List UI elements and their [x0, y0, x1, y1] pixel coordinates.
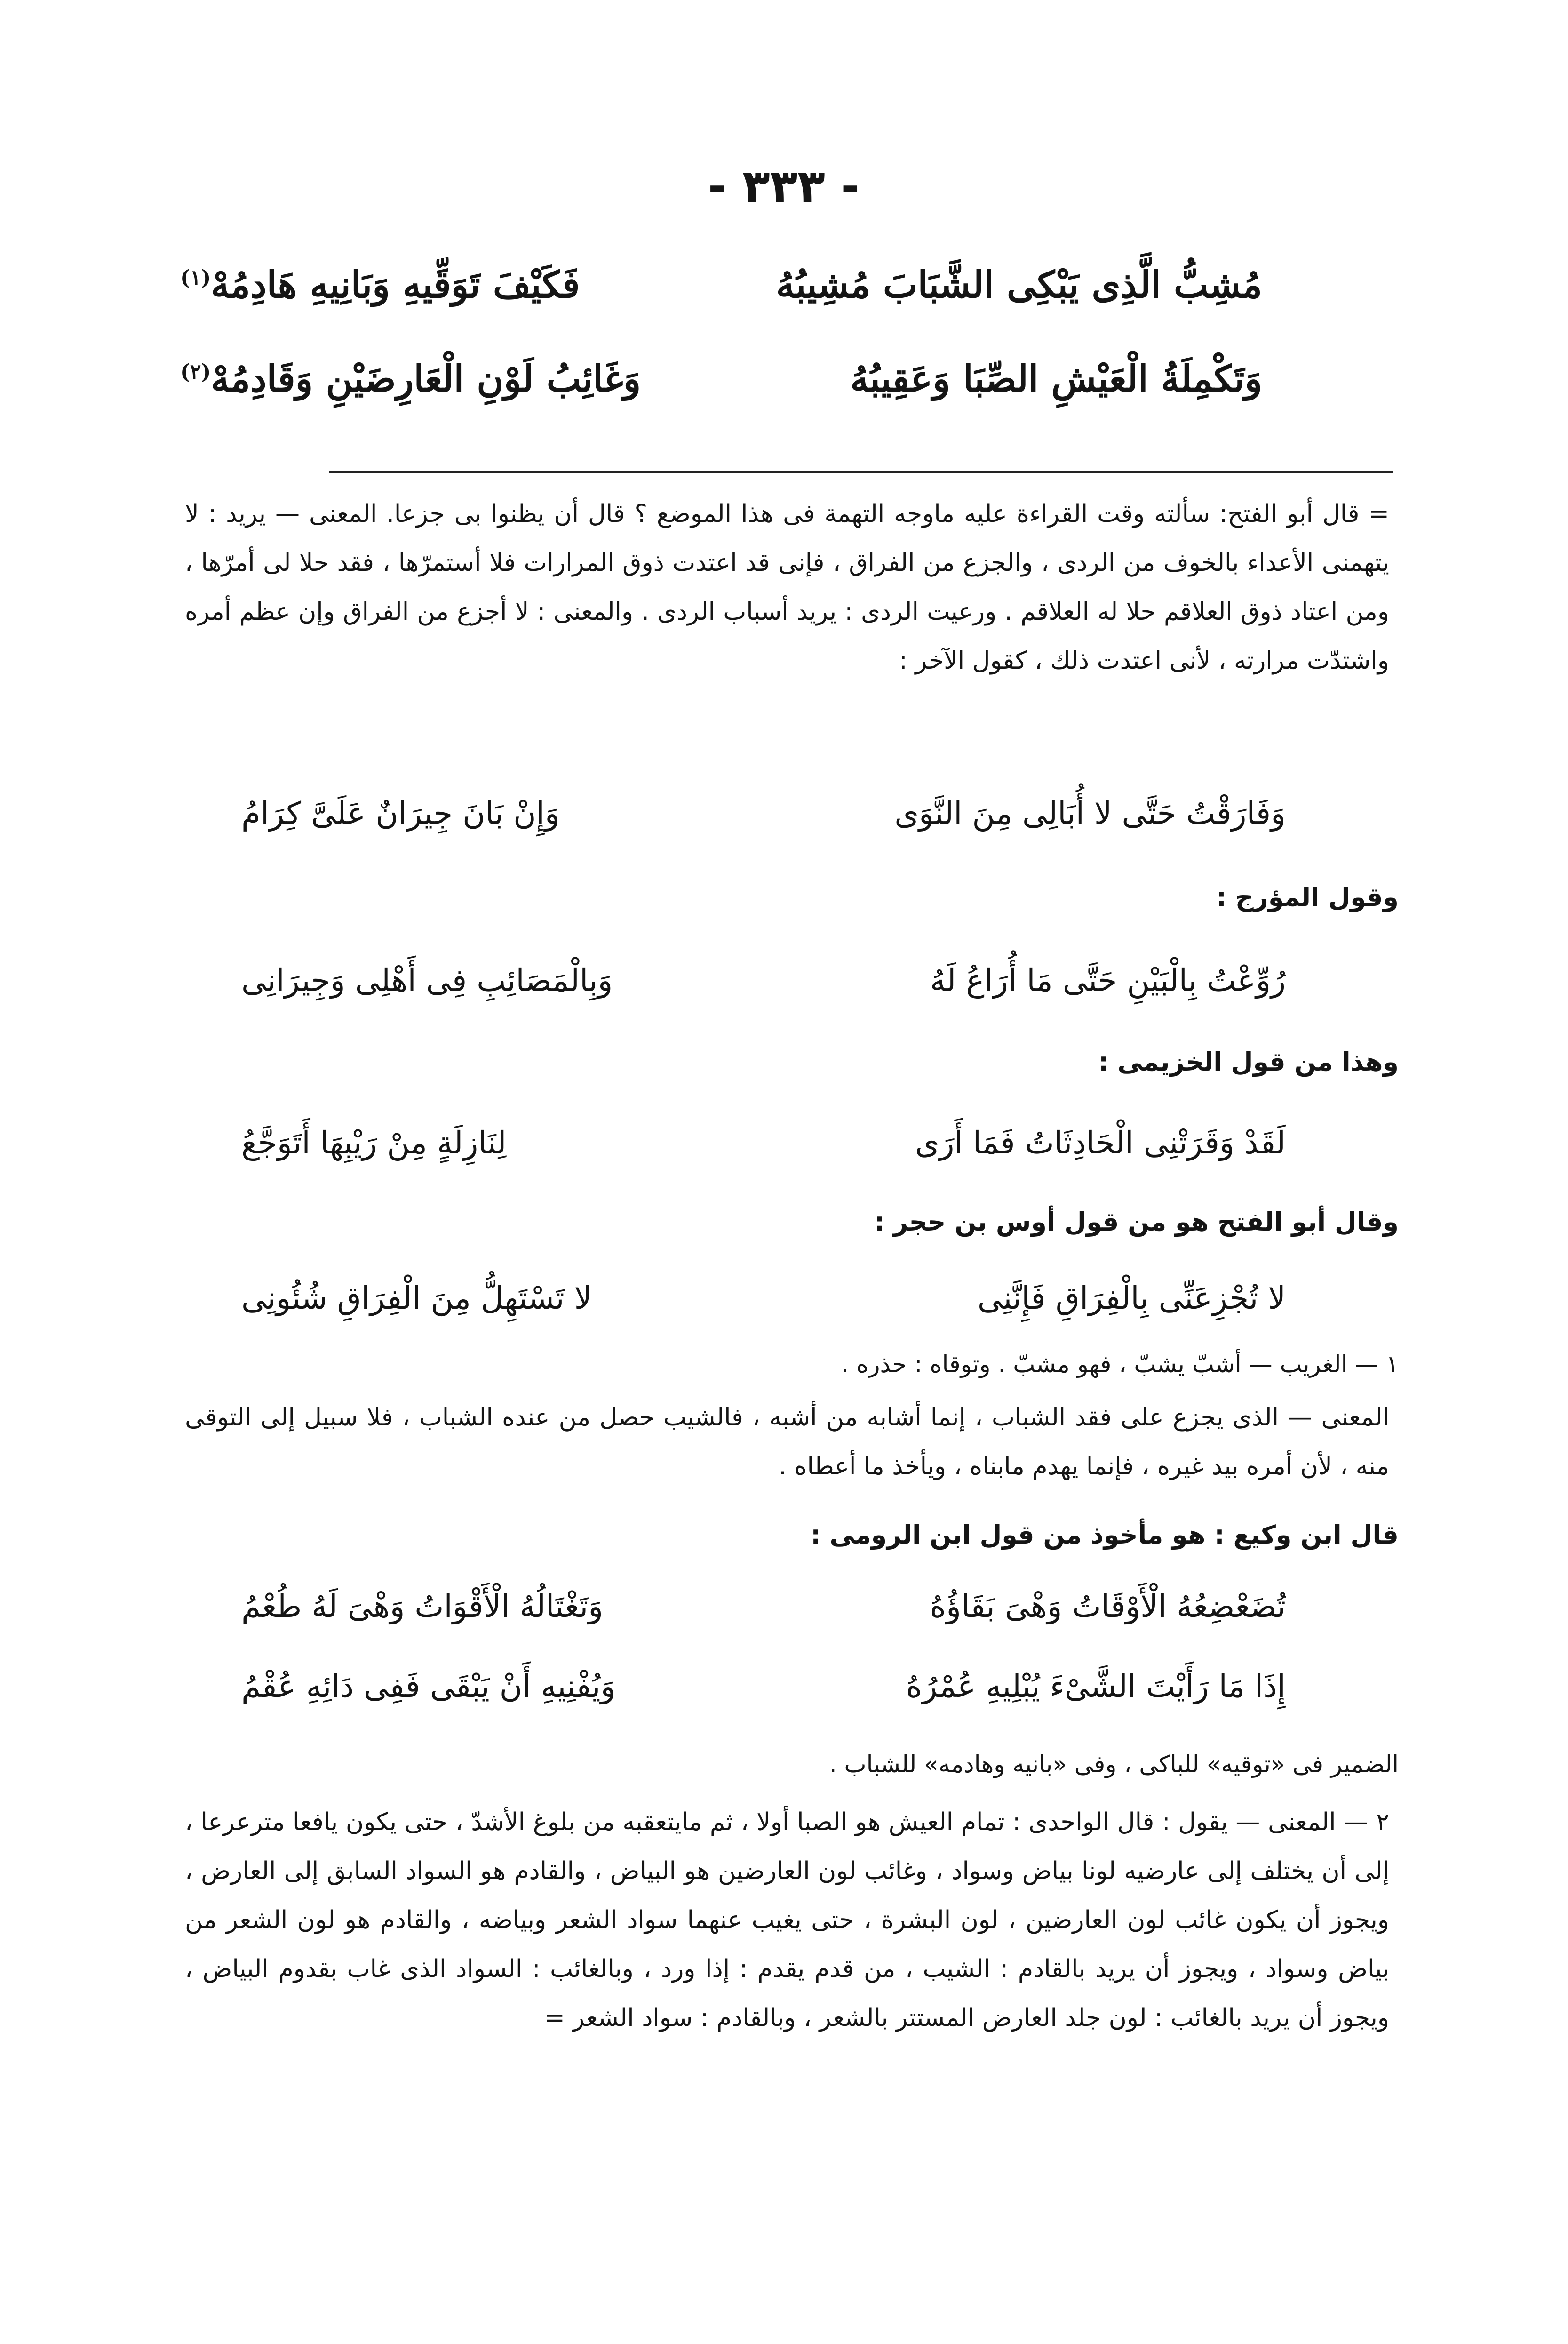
quote-verse-1-first-hemistich: وَفَارَقْتُ حَتَّى لا أُبَالِى مِنَ النَّوَى [894, 795, 1286, 832]
main-verse-1-second-hemistich [180, 264, 707, 306]
footnote-1-gloss: ١ — الغريب — أشبّ يشبّ ، فهو مشبّ . وتوقاه : حذره . [841, 1351, 1399, 1378]
footnote-separator [329, 471, 1393, 473]
label-muarrij: وقول المؤرج : [1216, 882, 1399, 912]
quote-verse-6-first-hemistich: إِذَا مَا رَأَيْتَ الشَّىْءَ يُبْلِيهِ عُمْرُهُ [906, 1668, 1286, 1704]
quote-verse-5 [241, 1588, 1286, 1640]
main-verse-2-second-hemistich-text: وَغَائِبُ لَوْنِ الْعَارِضَيْنِ وَقَادِمُهْ [211, 358, 641, 400]
main-verse-2-first-hemistich: وَتَكْمِلَةُ الْعَيْشِ الصِّبَا وَعَقِيبُهُ [850, 358, 1262, 400]
quote-verse-3 [241, 1125, 1286, 1176]
footnote-1-meaning: المعنى — الذى يجزع على فقد الشباب ، إنما أشابه من أشبه ، فالشيب حصل من عنده الشباب ، فلا سبيل إلى التوقى منه ، لأن أمره بيد غيره ، فإنما يهدم مابناه ، ويأخذ ما أعطاه . [185, 1403, 1389, 1480]
quote-verse-2-second-hemistich: وَبِالْمَصَائِبِ فِى أَهْلِى وَجِيرَانِى [241, 962, 613, 999]
footnote-2: ٢ — المعنى — يقول : قال الواحدى : تمام العيش هو الصبا أولا ، ثم مايتعقبه من بلوغ الأشدّ ، حتى يكون يافعا مترعرعا ، إلى أن يختلف إلى عارضيه لونا بياض وسواد ، وغائب لون العارضين هو البياض ، والقادم هو السواد السابق إلى العارض ، ويجوز أن يكون غائب لون العارضين ، لون البشرة ، حتى يغيب عنهما سواد الشعر وبياضه ، والقادم هو لون الشعر من بياض وسواد ، ويجوز أن يريد بالقادم : الشيب ، من قدم يقدم : إذا ورد ، وبالغائب : السواد الذى غاب بقدوم البياض ، ويجوز أن يريد بالغائب : لون جلد العارض المستتر بالشعر ، وبالقادم : سواد الشعر = [185, 1808, 1389, 2032]
quote-verse-4-second-hemistich: لا تَسْتَهِلُّ مِنَ الْفِرَاقِ شُئُونِى [241, 1280, 592, 1316]
footnote-marker-2: (٢) [180, 360, 211, 384]
label-ibn-waki: قال ابن وكيع : هو مأخوذ من قول ابن الرومى : [811, 1520, 1399, 1550]
main-verse-1 [180, 264, 1262, 320]
quote-verse-4 [241, 1280, 1286, 1332]
pronoun-note: الضمير فى «توقيه» للباكى ، وفى «بانيه وهادمه» للشباب . [829, 1751, 1399, 1778]
main-verse-1-second-hemistich-text: فَكَيْفَ تَوَقِّيهِ وَبَانِيهِ هَادِمُهْ [211, 264, 580, 306]
quote-verse-2 [241, 962, 1286, 1014]
quote-verse-3-second-hemistich: لِنَازِلَةٍ مِنْ رَيْبِهَا أَتَوَجَّعُ [241, 1125, 507, 1161]
quote-verse-2-first-hemistich: رُوِّعْتُ بِالْبَيْنِ حَتَّى مَا أُرَاعُ لَهُ [930, 962, 1286, 999]
quote-verse-6 [241, 1668, 1286, 1720]
quote-verse-1 [241, 795, 1286, 847]
page-number: - ٣٣٣ - [708, 160, 860, 213]
footnote-marker-1: (١) [180, 266, 211, 290]
main-verse-2 [180, 358, 1262, 414]
quote-verse-6-second-hemistich: وَيُفْنِيهِ أَنْ يَبْقَى فَفِى دَائِهِ عُقْمُ [241, 1668, 616, 1704]
label-aws-ibn-hajar: وقال أبو الفتح هو من قول أوس بن حجر : [874, 1207, 1399, 1237]
quote-verse-4-first-hemistich: لا تُجْزِعَنِّى بِالْفِرَاقِ فَإِنَّنِى [977, 1280, 1286, 1316]
quote-verse-1-second-hemistich: وَإِنْ بَانَ جِيرَانٌ عَلَىَّ كِرَامُ [241, 795, 560, 832]
main-verse-1-first-hemistich: مُشِبُّ الَّذِى يَبْكِى الشَّبَابَ مُشِيبُهُ [776, 264, 1262, 306]
main-verse-2-second-hemistich [180, 358, 707, 400]
quote-verse-3-first-hemistich: لَقَدْ وَقَرَتْنِى الْحَادِثَاتُ فَمَا أَرَى [915, 1125, 1286, 1161]
label-khuzaymi: وهذا من قول الخزيمى : [1098, 1047, 1399, 1077]
quote-verse-5-first-hemistich: تُضَعْضِعُهُ الْأَوْقَاتُ وَهْىَ بَقَاؤُهُ [930, 1588, 1286, 1624]
commentary-paragraph-1: = قال أبو الفتح: سألته وقت القراءة عليه ماوجه التهمة فى هذا الموضع ؟ قال أن يظنوا بى جزعا. المعنى — يريد : لا يتهمنى الأعداء بالخوف من الردى ، والجزع من الفراق ، فإنى قد اعتدت ذوق المرارات فلا أستمرّها ، فقد حلا لى أمرّها ، ومن اعتاد ذوق العلاقم حلا له العلاقم . ورعيت الردى : يريد أسباب الردى . والمعنى : لا أجزع من الفراق وإن عظم أمره واشتدّت مرارته ، لأنى اعتدت ذلك ، كقول الآخر : [185, 500, 1389, 675]
quote-verse-5-second-hemistich: وَتَغْتَالُهُ الْأَقْوَاتُ وَهْىَ لَهُ طُعْمُ [241, 1588, 604, 1624]
